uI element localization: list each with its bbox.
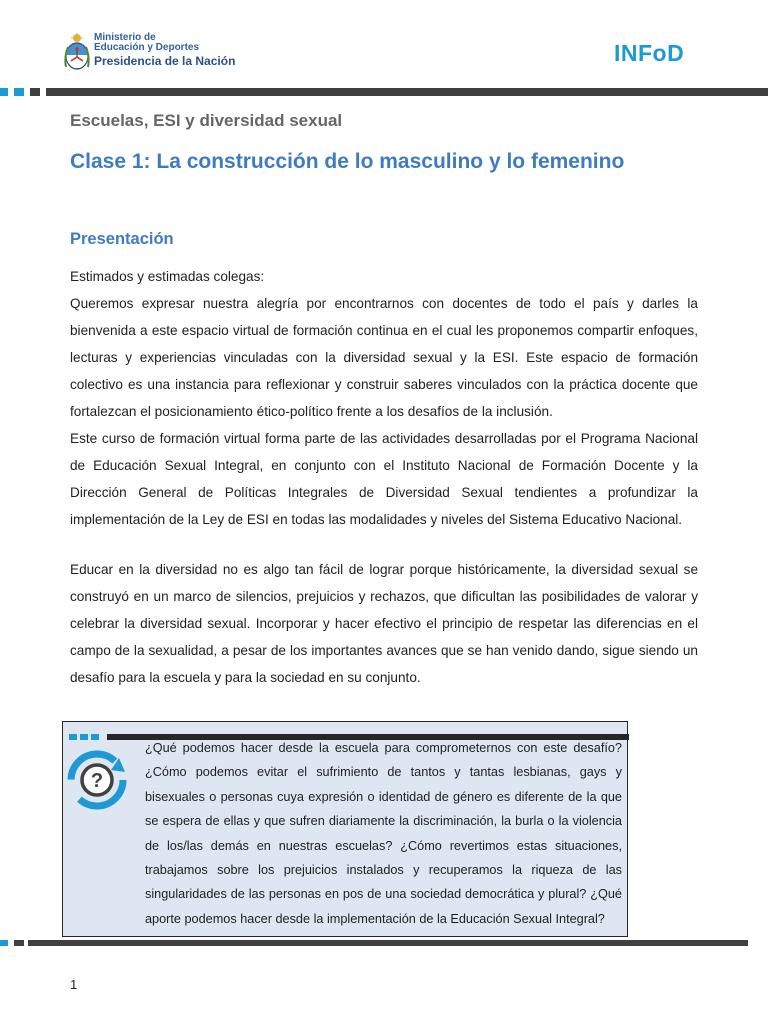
argentina-coat-of-arms-icon <box>64 33 90 73</box>
page-number: 1 <box>70 977 78 992</box>
infod-logo: INFoD <box>614 40 685 66</box>
section-heading: Presentación <box>70 230 174 248</box>
paragraph: Queremos expresar nuestra alegría por encontrarnos con docentes de todo el país y darles la bienvenida a este espacio virtual de formación continua en el cual les proponemos compartir enfoques, lecturas y experiencias vinculadas con la diversidad sexual y la ESI. Este espacio de formación colectivo es una instancia para reflexionar y construir saberes vinculados con la práctica docente que fortalezcan el posicionamiento ético-político frente a los desafíos de la inclusión. <box>70 296 698 419</box>
svg-text:?: ? <box>90 770 104 792</box>
ministry-logo <box>64 30 264 76</box>
page-title: Clase 1: La construcción de lo masculino y lo femenino <box>70 150 625 173</box>
box-decor-square <box>69 734 77 740</box>
box-decor-square <box>91 734 99 740</box>
rule-square <box>0 88 8 96</box>
question-box <box>62 721 628 937</box>
question-icon <box>67 750 127 810</box>
rule-square <box>14 940 24 946</box>
ministry-name-line-2: Educación y Deportes <box>94 42 200 53</box>
rule-square <box>0 940 8 946</box>
ministry-presidency: Presidencia de la Nación <box>94 54 236 68</box>
greeting: Estimados y estimadas colegas: <box>70 269 265 284</box>
box-decor-square <box>80 734 88 740</box>
question-text: ¿Qué podemos hacer desde la escuela para comprometernos con este desafío? ¿Cómo podemos evitar el sufrimiento de tantos y tantas lesbianas, gays y bisexuales o personas cuya expresión o identidad de género es diferente de la que se espera de ellas y que sufren diariamente la discriminación, la burla o la violencia de los/las demás en nuestras escuelas? ¿Cómo revertimos estas situaciones, trabajamos sobre los prejuicios instalados y recuperamos la riqueza de las singularidades de las personas en pos de una sociedad democrática y plural? ¿Qué aporte podemos hacer desde la implementación de la Educación Sexual Integral? <box>145 741 622 926</box>
bottom-rule <box>28 940 748 946</box>
ministry-name-line-1: Ministerio de <box>94 32 156 43</box>
rule-square <box>14 88 24 96</box>
paragraph: Educar en la diversidad no es algo tan fácil de lograr porque históricamente, la diversidad sexual se construyó en un marco de silencios, prejuicios y rechazos, que dificultan las posibilidades de valorar y celebrar la diversidad sexual. Incorporar y hacer efectivo el principio de respetar las diferencias en el campo de la sexualidad, a pesar de los importantes avances que se han venido dando, sigue siendo un desafío para la escuela y para la sociedad en su conjunto. <box>70 562 698 685</box>
paragraph: Este curso de formación virtual forma parte de las actividades desarrolladas por el Programa Nacional de Educación Sexual Integral, en conjunto con el Instituto Nacional de Formación Docente y la Dirección General de Políticas Integrales de Diversidad Sexual tendientes a profundizar la implementación de la Ley de ESI en todas las modalidades y niveles del Sistema Educativo Nacional. <box>70 431 698 527</box>
rule-square <box>30 88 40 96</box>
top-rule <box>46 88 768 96</box>
course-subtitle: Escuelas, ESI y diversidad sexual <box>70 111 343 130</box>
